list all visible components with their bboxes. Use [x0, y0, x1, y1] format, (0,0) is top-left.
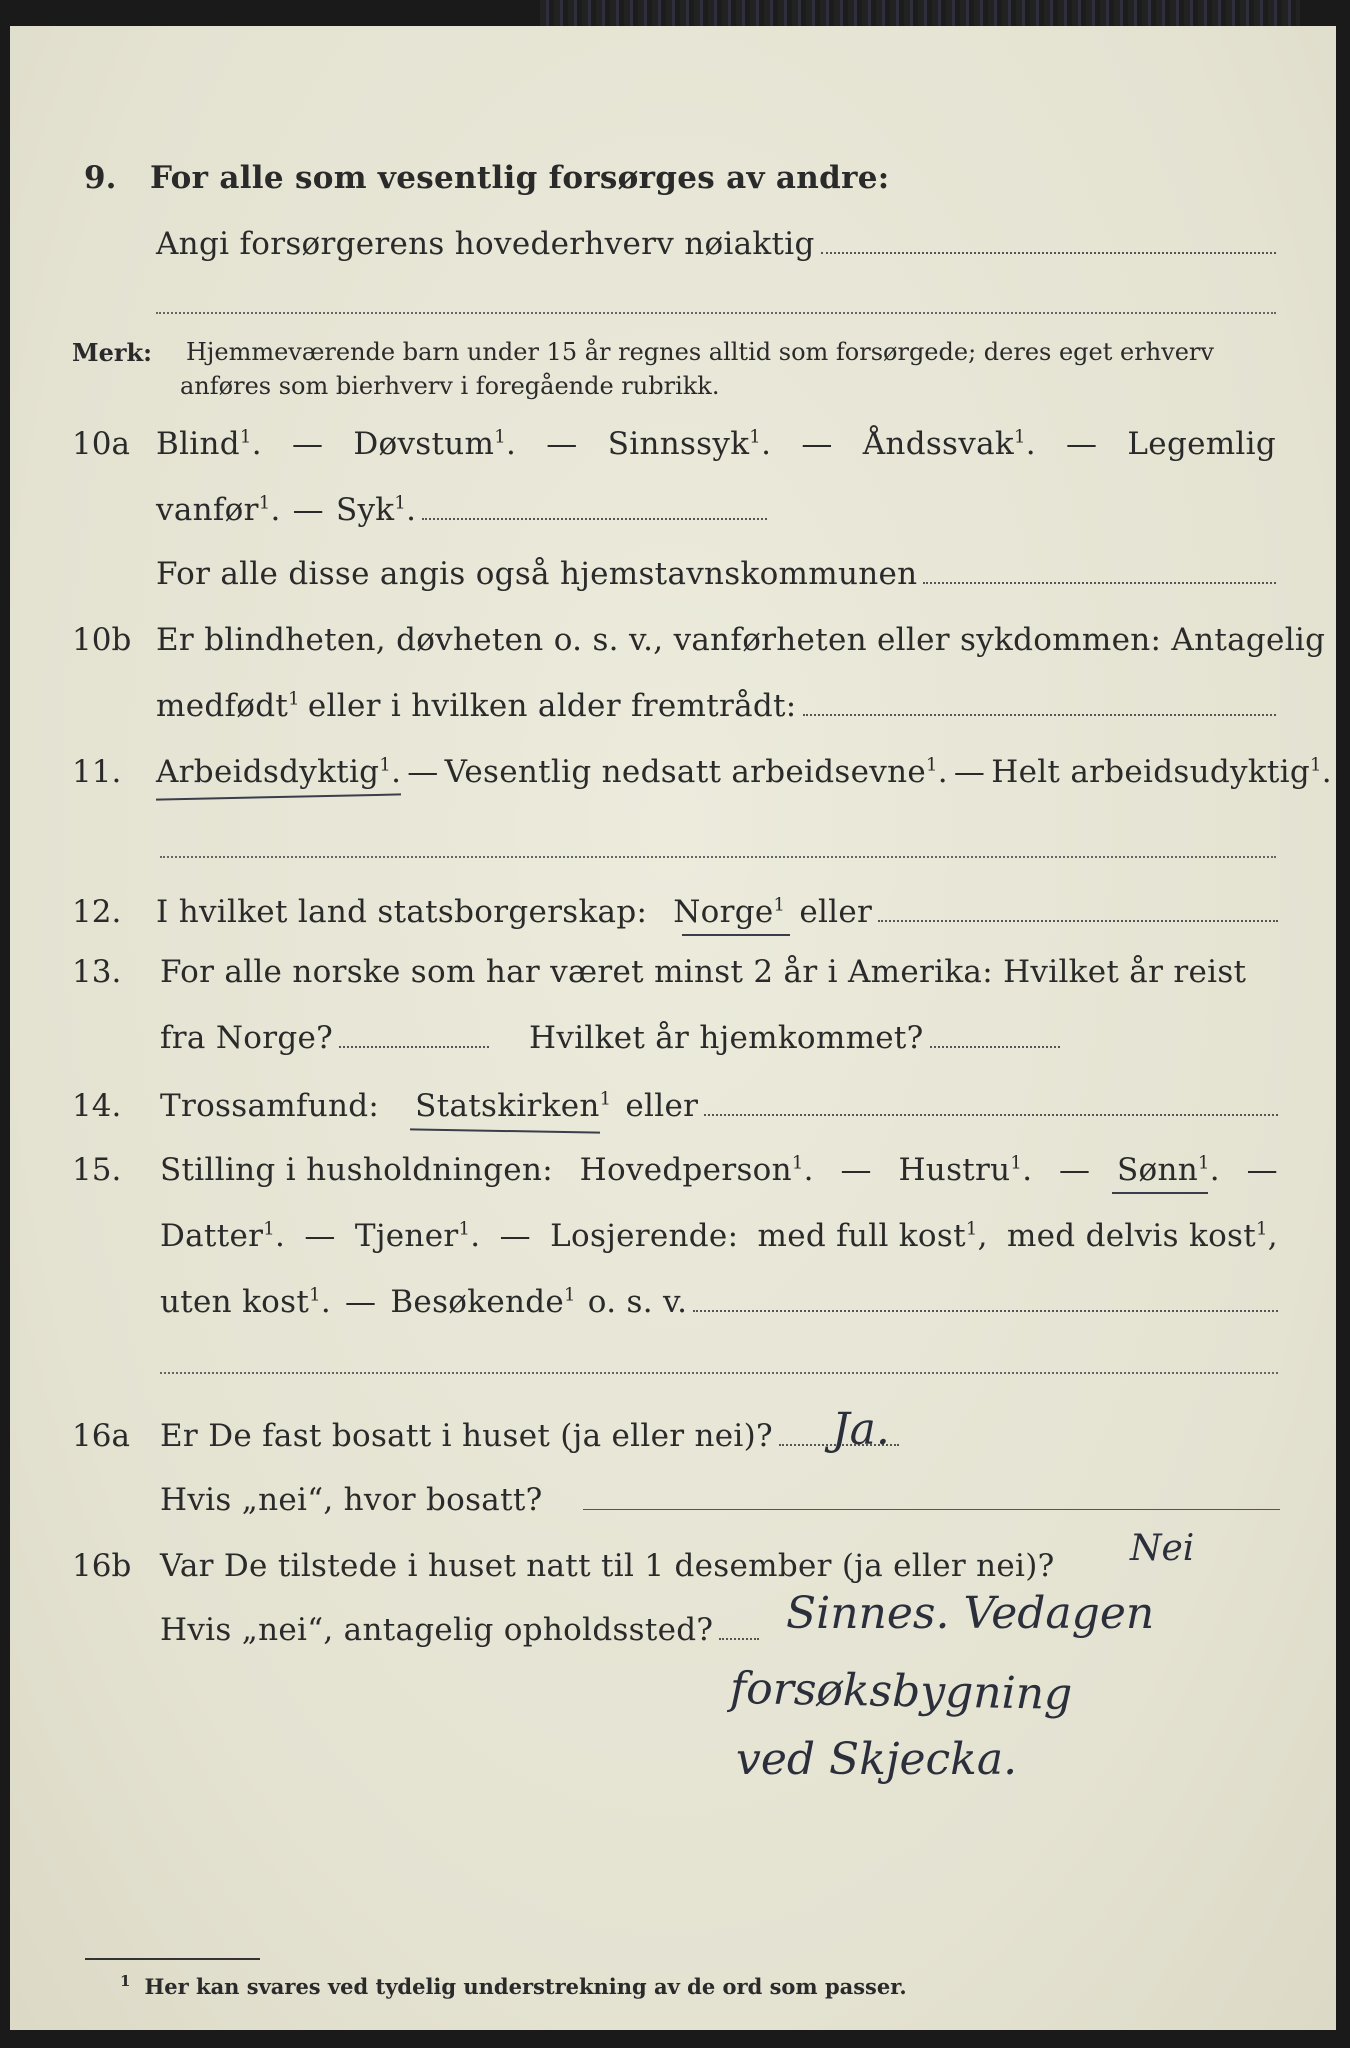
item-11-extra-line[interactable]	[160, 856, 1276, 858]
item-14-answer-line[interactable]	[704, 1114, 1278, 1116]
item-16a-hvis-nei: Hvis „nei“, hvor bosatt?	[160, 1482, 543, 1518]
item-14-underline-mark	[410, 1128, 600, 1133]
item-12-underline-mark	[682, 934, 790, 936]
item-10b-answer-line[interactable]	[803, 714, 1276, 716]
merk-text-2: anføres som bierhverv i foregående rubrikk.	[180, 372, 720, 400]
item-16b-line-1	[160, 1548, 1055, 1584]
item-15-dash-4: —	[304, 1218, 336, 1254]
item-15-question: Stilling i husholdningen:	[160, 1152, 553, 1188]
item-16b-number: 16b	[72, 1548, 132, 1584]
item-16a-bosatt-line[interactable]	[583, 1509, 1280, 1510]
item-16b-line-2	[160, 1612, 759, 1648]
item-15-losjerende: Losjerende:	[550, 1218, 739, 1254]
item-16a-question: Er De fast bosatt i huset (ja eller nei)?	[160, 1418, 773, 1454]
footnote	[120, 1974, 907, 1999]
item-10a-hjemstavn: For alle disse angis også hjemstavnskommunen	[156, 556, 918, 592]
item-13-reist-line[interactable]	[339, 1046, 489, 1048]
item-16a-line-1	[160, 1418, 899, 1454]
item-16a-number: 16a	[72, 1418, 130, 1454]
item-16b-handwritten-place-3: ved Skjecka.	[736, 1734, 1018, 1785]
item-12-eller: eller	[799, 894, 873, 930]
item-10a-line-1	[156, 426, 1276, 462]
item-15-underline-mark	[1112, 1192, 1208, 1194]
item-16a-line-2	[160, 1482, 1280, 1518]
item-16b-opholdssted-line[interactable]	[719, 1638, 759, 1640]
item-15-number: 15.	[72, 1152, 122, 1188]
item-13-line-1: For alle norske som har været minst 2 år i Amerika: Hvilket år reist	[160, 954, 1247, 990]
item-14-statskirken[interactable]: Statskirken$^1$	[415, 1088, 612, 1124]
item-10a-dash-4: —	[1065, 426, 1098, 462]
item-11-dash-2: —	[953, 754, 986, 790]
census-form-page	[10, 26, 1336, 2030]
item-16b-opholdssted: Hvis „nei“, antagelig opholdssted?	[160, 1612, 714, 1648]
item-10b-number: 10b	[72, 622, 132, 658]
item-15-full-kost[interactable]: med full kost$^1$,	[757, 1218, 988, 1254]
item-14-number: 14.	[72, 1088, 122, 1124]
item-12-answer-line[interactable]	[878, 920, 1278, 922]
item-16b-handwritten-answer: Nei	[1130, 1528, 1195, 1569]
item-10a-line-2	[156, 492, 767, 528]
merk-label: Merk:	[72, 338, 152, 367]
item-13-number: 13.	[72, 954, 122, 990]
item-15-extra-line[interactable]	[160, 1372, 1278, 1374]
item-9-heading: For alle som vesentlig forsørges av andre:	[150, 160, 890, 196]
item-10a-dash-3: —	[801, 426, 833, 462]
item-11-nedsatt[interactable]: Vesentlig nedsatt arbeidsevne$^1$.	[444, 754, 948, 790]
item-15-datter[interactable]: Datter$^1$.	[160, 1218, 286, 1254]
item-9-line	[156, 226, 1276, 262]
item-10b-line-1: Er blindheten, døvheten o. s. v., vanførheten eller sykdommen: Antagelig	[156, 622, 1326, 658]
item-12-number: 12.	[72, 894, 122, 930]
item-15-dash-1: —	[840, 1152, 872, 1188]
footnote-rule	[85, 1958, 260, 1960]
item-15-tjener[interactable]: Tjener$^1$.	[354, 1218, 481, 1254]
item-11-line	[156, 754, 1332, 790]
item-10b-line-2	[156, 688, 1276, 724]
item-10a-syk-line[interactable]	[422, 518, 767, 520]
item-11-arbeidsdyktig[interactable]: Arbeidsdyktig$^1$.	[156, 754, 402, 790]
item-9-question: Angi forsørgerens hovederhverv nøiaktig	[156, 226, 815, 262]
item-10a-dovstum[interactable]: Døvstum$^1$.	[353, 426, 517, 462]
item-16b-question: Var De tilstede i huset natt til 1 desember (ja eller nei)?	[160, 1548, 1055, 1584]
item-10a-syk[interactable]: Syk$^1$.	[335, 492, 417, 528]
item-12-question: I hvilket land statsborgerskap:	[156, 894, 648, 930]
item-10a-vanfor[interactable]: vanfør$^1$.	[156, 492, 281, 528]
item-11-number: 11.	[72, 754, 122, 790]
item-13-reist: fra Norge?	[160, 1020, 334, 1056]
item-10a-dash-1: —	[291, 426, 324, 462]
item-15-sonn[interactable]: Sønn$^1$.	[1117, 1152, 1220, 1188]
item-10a-line-3	[156, 556, 1276, 592]
item-10a-blind[interactable]: Blind$^1$.	[156, 426, 262, 462]
item-12-line	[156, 894, 1278, 930]
item-11-dash-1: —	[407, 754, 439, 790]
item-10b-medfodt[interactable]: medfødt$^1$	[156, 688, 300, 724]
item-11-udyktig[interactable]: Helt arbeidsudyktig$^1$.	[991, 754, 1332, 790]
merk-text-1: Hjemmeværende barn under 15 år regnes alltid som forsørgede; deres eget erhverv	[186, 338, 1214, 366]
item-9-answer-line[interactable]	[821, 252, 1276, 254]
item-15-besokende[interactable]: Besøkende$^1$	[390, 1284, 576, 1320]
item-14-line	[160, 1088, 1278, 1124]
item-16b-handwritten-place-2: forsøksbygning	[729, 1663, 1073, 1720]
item-9-number: 9.	[84, 160, 117, 196]
item-15-dash-6: —	[345, 1284, 377, 1320]
item-14-question: Trossamfund:	[160, 1088, 380, 1124]
item-10a-sinnssyk[interactable]: Sinnssyk$^1$.	[607, 426, 772, 462]
item-10a-number: 10a	[72, 426, 130, 462]
item-16b-handwritten-place-1: Sinnes. Vedagen	[786, 1588, 1155, 1639]
scan-edge	[540, 0, 1300, 26]
item-12-norge[interactable]: Norge$^1$	[673, 894, 786, 930]
item-10a-andssvak[interactable]: Åndssvak$^1$.	[862, 426, 1036, 462]
item-15-answer-line[interactable]	[693, 1310, 1278, 1312]
item-15-line-3	[160, 1284, 1278, 1320]
item-15-line-1	[160, 1152, 1278, 1188]
item-11-underline-mark	[156, 793, 401, 800]
item-15-dash-2: —	[1059, 1152, 1091, 1188]
item-15-line-2	[160, 1218, 1278, 1254]
item-15-uten-kost[interactable]: uten kost$^1$.	[160, 1284, 332, 1320]
item-15-osv: o. s. v.	[587, 1284, 688, 1320]
item-10a-hjemstavn-line[interactable]	[923, 582, 1276, 584]
item-13-hjemkommet: Hvilket år hjemkommet?	[529, 1020, 924, 1056]
item-15-hovedperson[interactable]: Hovedperson$^1$.	[579, 1152, 814, 1188]
item-10b-alder: eller i hvilken alder fremtrådt:	[307, 688, 797, 724]
item-13-hjemkommet-line[interactable]	[930, 1046, 1060, 1048]
item-15-dash-3: —	[1246, 1152, 1278, 1188]
item-16a-handwritten-answer: Ja.	[832, 1404, 890, 1455]
footnote-marker: 1	[120, 1972, 131, 1990]
item-10a-dash-5: —	[292, 492, 324, 528]
footnote-text: Her kan svares ved tydelig understrekning av de ord som passer.	[144, 1974, 907, 1999]
item-14-eller: eller	[625, 1088, 699, 1124]
item-10a-legemlig[interactable]: Legemlig	[1127, 426, 1276, 462]
item-13-line-2	[160, 1020, 1060, 1056]
item-10a-dash-2: —	[546, 426, 578, 462]
item-9-extra-line[interactable]	[156, 312, 1276, 314]
item-15-hustru[interactable]: Hustru$^1$.	[898, 1152, 1033, 1188]
item-15-delvis-kost[interactable]: med delvis kost$^1$,	[1006, 1218, 1278, 1254]
item-15-dash-5: —	[499, 1218, 531, 1254]
